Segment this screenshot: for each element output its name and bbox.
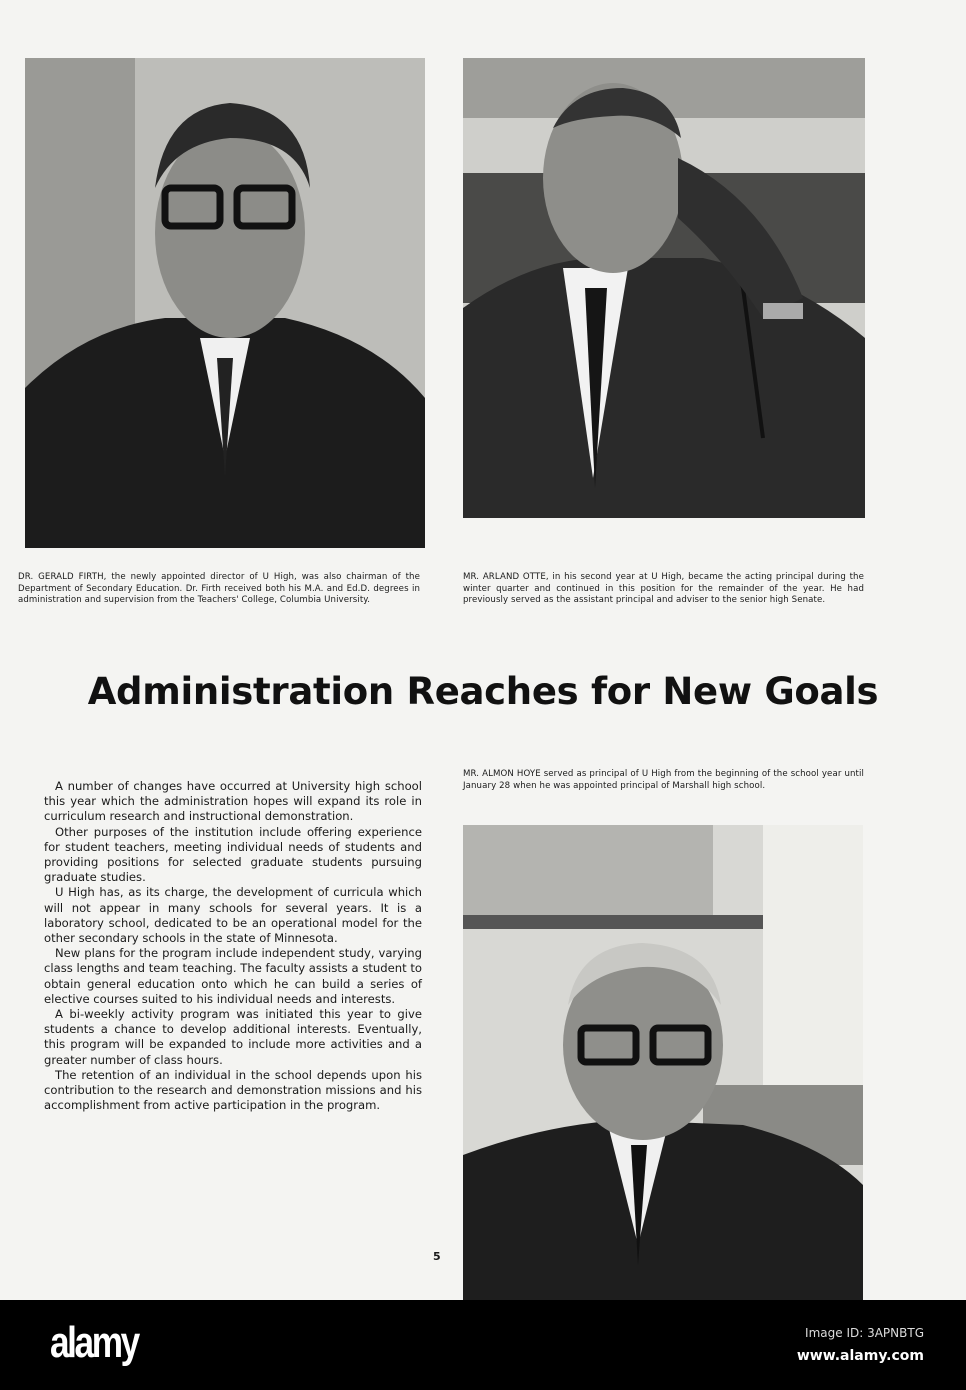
alamy-logo: alamy	[50, 1318, 138, 1367]
caption-gerald-firth: DR. GERALD FIRTH, the newly appointed director of U High, was also chairman of the Department of Secondary Education. Dr. Firth received both his M.A. and Ed.D. degrees in administration and supervision from the Teachers' College, Columbia University.	[18, 572, 420, 606]
photo-almon-hoye	[463, 825, 863, 1300]
article-paragraph: New plans for the program include independent study, varying class lengths and team teaching. The faculty assists a student to obtain general education onto which he can build a series of elective courses suited to his individual needs and interests.	[44, 946, 422, 1006]
article-paragraph: A number of changes have occurred at University high school this year which the administration hopes will expand its role in curriculum research and instructional demonstration.	[44, 779, 422, 824]
caption-almon-hoye: MR. ALMON HOYE served as principal of U High from the beginning of the school year until January 28 when he was appointed principal of Marshall high school.	[463, 769, 864, 791]
photo-gerald-firth	[25, 58, 425, 548]
image-id: Image ID: 3APNBTG	[805, 1326, 924, 1340]
page-title: Administration Reaches for New Goals	[87, 670, 879, 713]
article-paragraph: Other purposes of the institution include offering experience for student teachers, meeting individual needs of students and providing positions for selected graduate students pursuing graduate studies.	[44, 824, 422, 885]
article-paragraph: The retention of an individual in the school depends upon his contribution to the research and demonstration missions and his accomplishment from active participation in the program.	[44, 1067, 422, 1113]
article-paragraph: A bi-weekly activity program was initiated this year to give students a chance to develop additional interests. Eventually, this program will be expanded to include more activities and a greater number of class hours.	[44, 1007, 422, 1067]
photo-arland-otte	[463, 58, 865, 518]
article-paragraph: U High has, as its charge, the development of curricula which will not appear in many schools for several years. It is a laboratory school, dedicated to be an operational model for the other secondary schools in the state of Minnesota.	[44, 885, 422, 946]
watermark-footer	[0, 1300, 966, 1390]
site-link[interactable]: www.alamy.com	[796, 1348, 924, 1364]
caption-arland-otte: MR. ARLAND OTTE, in his second year at U High, became the acting principal during the winter quarter and continued in this position for the remainder of the year. He had previously served as the assistant principal and adviser to the senior high Senate.	[463, 572, 864, 606]
page-number: 5	[433, 1250, 441, 1263]
article-body	[44, 779, 422, 1113]
